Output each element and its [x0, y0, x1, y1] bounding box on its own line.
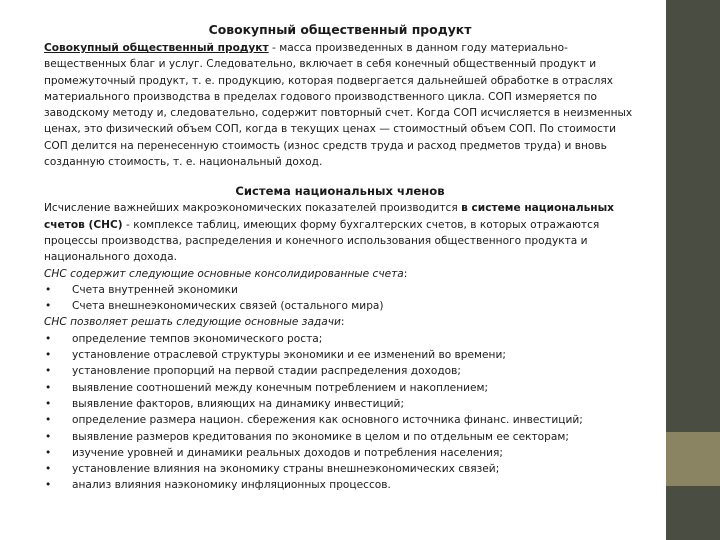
- bullet-icon: •: [45, 414, 52, 427]
- bullet-icon: •: [45, 365, 52, 378]
- intro-bold: в системе национальных счетов (СНС): [44, 202, 615, 231]
- list-item-text: выявление размеров кредитования по экономике в целом и по отдельным ее секторам;: [72, 430, 569, 443]
- bullet-icon: •: [45, 430, 52, 443]
- list-item: [44, 477, 636, 493]
- list-item-text: Счета внешнеэкономических связей (остального мира): [72, 300, 384, 313]
- list-item: [44, 412, 636, 428]
- section1-paragraph: [44, 40, 636, 170]
- bullet-icon: •: [45, 479, 52, 492]
- list-item: [44, 396, 636, 412]
- list-item-text: выявление факторов, влияющих на динамику инвестиций;: [72, 397, 405, 410]
- section2-intro: [44, 200, 636, 265]
- tasks-heading: СНС позволяет решать следующие основные задачи: [44, 316, 341, 329]
- intro-end: - комплексе таблиц, имеющих форму бухгалтерских счетов, в которых отражаются процессы производства, распределения и конечного использования общественного продукта и национального дохода.: [44, 218, 600, 264]
- list-item: [44, 461, 636, 477]
- bullet-icon: •: [45, 283, 52, 296]
- list-item: [44, 331, 636, 347]
- list-item-text: анализ влияния наэкономику инфляционных процессов.: [72, 479, 391, 492]
- sidebar-accent-block: [666, 432, 720, 486]
- intro-start: Исчисление важнейших макроэкономических показателей производится: [44, 202, 462, 215]
- section1-body: - масса произведенных в данном году материально-вещественных благ и услуг. Следовательно, включает в себя конечный общественный продукт и промежуточный продукт, т. е. продукцию, которая подвергается дальнейшей обработке в отраслях материального производства в пределах годового производственного цикла. СОП измеряется по заводскому методу и, следовательно, содержит повторный счет. Когда СОП исчисляется в неизменных ценах, это физический объем СОП, когда в текущих ценах — стоимостный объем СОП. По стоимости СОП делится на перенесенную стоимость (износ средств труда и расход предметов труда) и вновь созданную стоимость, т. е. национальный доход.: [44, 42, 633, 169]
- list-item-text: определение размера национ. сбережения как основного источника финанс. инвестиций;: [72, 414, 583, 427]
- bullet-icon: •: [45, 446, 52, 459]
- section1-term: Совокупный общественный продукт: [44, 42, 269, 54]
- section1-title: Совокупный общественный продукт: [208, 22, 472, 37]
- list-item-text: выявление соотношений между конечным потреблением и накоплением;: [72, 381, 489, 394]
- accounts-heading: СНС содержит следующие основные консолидированные счета: [44, 267, 404, 280]
- accounts-colon: :: [403, 267, 408, 280]
- list-item: [44, 298, 636, 314]
- bullet-icon: •: [45, 332, 52, 345]
- list-item: [44, 347, 636, 363]
- bullet-icon: •: [45, 381, 52, 394]
- list-item-text: Счета внутренней экономики: [72, 283, 238, 296]
- bullet-icon: •: [45, 300, 52, 313]
- list-item: [44, 429, 636, 445]
- list-item-text: установление влияния на экономику страны внешнеэкономических связей;: [72, 463, 500, 476]
- list-item: [44, 282, 636, 298]
- tasks-list: [44, 331, 636, 494]
- slide-content: [44, 22, 636, 494]
- tasks-colon: :: [340, 316, 345, 329]
- list-item: [44, 445, 636, 461]
- accounts-list: [44, 282, 636, 315]
- section2-title: Система национальных членов: [235, 184, 445, 199]
- list-item: [44, 380, 636, 396]
- list-item-text: изучение уровней и динамики реальных доходов и потребления населения;: [72, 446, 503, 459]
- tasks-heading-line: [44, 314, 636, 330]
- bullet-icon: •: [45, 397, 52, 410]
- bullet-icon: •: [45, 349, 52, 362]
- bullet-icon: •: [45, 463, 52, 476]
- list-item: [44, 363, 636, 379]
- accounts-heading-line: [44, 266, 636, 282]
- list-item-text: установление пропорций на первой стадии распределения доходов;: [72, 365, 461, 378]
- list-item-text: установление отраслевой структуры экономики и ее изменений во времени;: [72, 349, 506, 362]
- list-item-text: определение темпов экономического роста;: [72, 332, 323, 345]
